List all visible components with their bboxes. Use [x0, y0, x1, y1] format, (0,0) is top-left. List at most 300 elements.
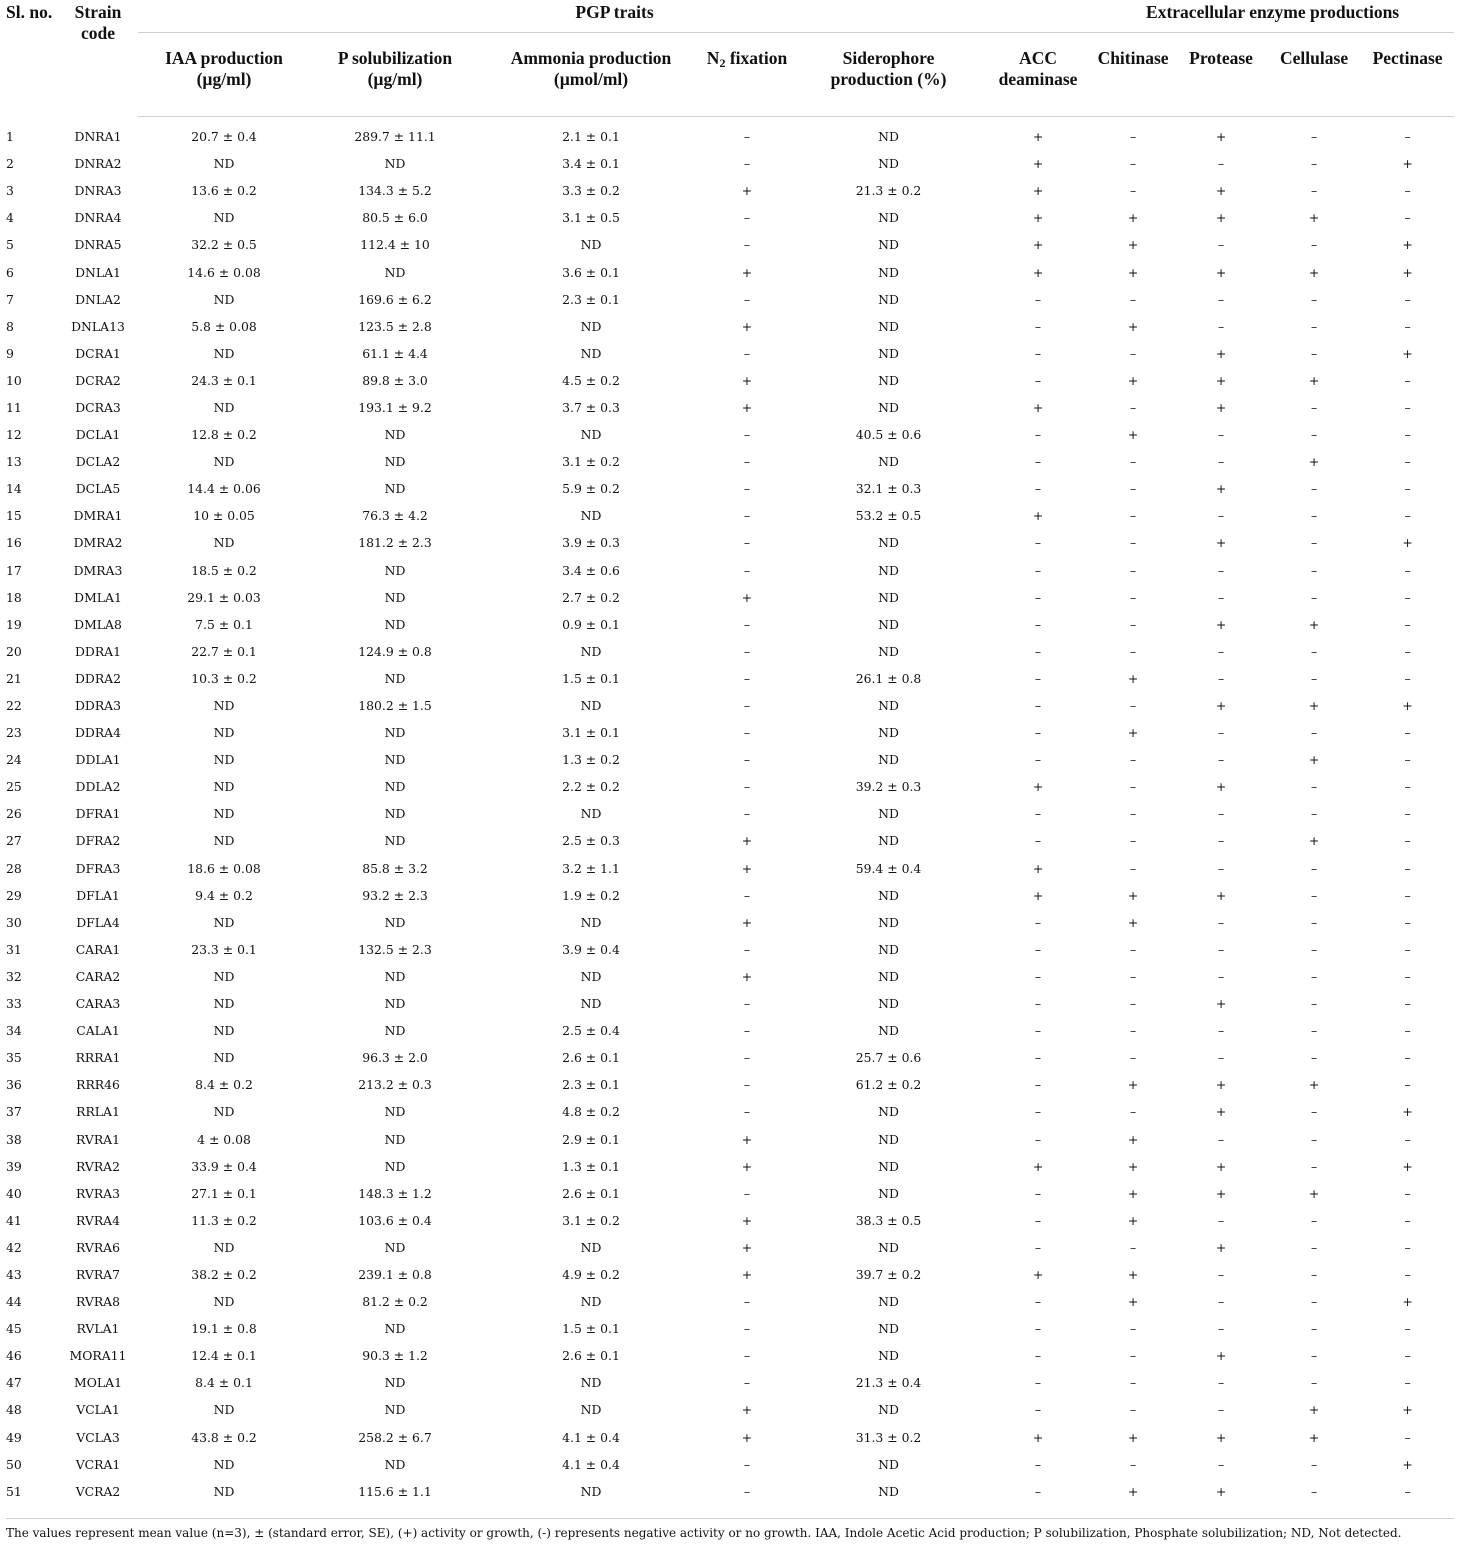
cell-strain-code: RRR46 — [76, 1077, 120, 1093]
cell-n2-fixation: + — [741, 1131, 753, 1147]
table-row — [6, 990, 1454, 1017]
cell-chitinase: – — [1129, 183, 1137, 199]
cell-iaa: ND — [213, 1050, 235, 1066]
cell-p-solubilization: ND — [384, 725, 406, 741]
cell-acc-deaminase: – — [1034, 1185, 1042, 1201]
cell-strain-code: DCRA2 — [75, 372, 121, 388]
cell-iaa: 12.8 ± 0.2 — [191, 427, 257, 443]
cell-acc-deaminase: + — [1032, 779, 1044, 795]
cell-chitinase: – — [1129, 1239, 1137, 1255]
cell-chitinase: – — [1129, 698, 1137, 714]
table-row — [6, 1261, 1454, 1288]
cell-pectinase: – — [1404, 1077, 1411, 1093]
cell-n2-fixation: – — [743, 345, 751, 361]
cell-strain-code: DNRA1 — [74, 128, 122, 144]
cell-pectinase: – — [1404, 1483, 1411, 1499]
cell-n2-fixation: – — [743, 996, 751, 1012]
cell-sl-no: 32 — [6, 968, 22, 984]
cell-siderophore: ND — [878, 1294, 899, 1310]
cell-sl-no: 4 — [6, 210, 14, 226]
cell-p-solubilization: ND — [384, 968, 406, 984]
cell-ammonia: 2.9 ± 0.1 — [562, 1131, 620, 1147]
cell-p-solubilization: 181.2 ± 2.3 — [358, 535, 432, 551]
cell-p-solubilization: ND — [384, 1456, 406, 1472]
cell-ammonia: 3.3 ± 0.2 — [562, 183, 620, 199]
cell-siderophore: ND — [878, 752, 899, 768]
cell-strain-code: VCLA1 — [76, 1402, 120, 1418]
table-row — [6, 529, 1454, 556]
cell-p-solubilization: 180.2 ± 1.5 — [358, 698, 432, 714]
cell-n2-fixation: – — [743, 1375, 751, 1391]
cell-cellulase: – — [1310, 1294, 1318, 1310]
cell-iaa: ND — [213, 156, 235, 172]
cell-pectinase: – — [1404, 996, 1411, 1012]
cell-p-solubilization: 85.8 ± 3.2 — [362, 860, 428, 876]
cell-ammonia: ND — [580, 1239, 602, 1255]
cell-protease: – — [1217, 914, 1225, 930]
cell-iaa: 7.5 ± 0.1 — [195, 616, 253, 632]
table-row — [6, 394, 1454, 421]
table-row — [6, 584, 1454, 611]
cell-chitinase: – — [1129, 1023, 1137, 1039]
cell-chitinase: + — [1127, 264, 1139, 280]
cell-cellulase: – — [1310, 1131, 1318, 1147]
cell-sl-no: 25 — [6, 779, 22, 795]
cell-iaa: 13.6 ± 0.2 — [191, 183, 257, 199]
cell-chitinase: – — [1129, 454, 1137, 470]
cell-n2-fixation: – — [743, 481, 751, 497]
cell-iaa: 9.4 ± 0.2 — [195, 887, 253, 903]
cell-p-solubilization: ND — [384, 1375, 406, 1391]
table-row — [6, 909, 1454, 936]
cell-ammonia: 5.9 ± 0.2 — [562, 481, 620, 497]
table-row — [6, 1017, 1454, 1044]
cell-n2-fixation: – — [743, 806, 751, 822]
cell-p-solubilization: ND — [384, 454, 406, 470]
cell-chitinase: – — [1129, 1348, 1137, 1364]
cell-chitinase: + — [1127, 914, 1139, 930]
cell-cellulase: – — [1310, 1104, 1318, 1120]
cell-n2-fixation: – — [743, 535, 751, 551]
cell-siderophore: ND — [878, 1158, 899, 1174]
cell-strain-code: CARA3 — [75, 996, 121, 1012]
cell-cellulase: – — [1310, 725, 1318, 741]
cell-p-solubilization: ND — [384, 156, 406, 172]
cell-pectinase: – — [1404, 1429, 1411, 1445]
table-row — [6, 231, 1454, 258]
cell-sl-no: 43 — [6, 1266, 22, 1282]
table-body — [6, 117, 1454, 1505]
cell-chitinase: – — [1129, 996, 1137, 1012]
cell-protease: + — [1215, 1429, 1227, 1445]
cell-sl-no: 46 — [6, 1348, 22, 1364]
cell-chitinase: + — [1127, 318, 1139, 334]
cell-pectinase: – — [1404, 1239, 1411, 1255]
cell-ammonia: 2.6 ± 0.1 — [562, 1050, 620, 1066]
cell-p-solubilization: 89.8 ± 3.0 — [362, 372, 428, 388]
cell-ammonia: 3.7 ± 0.3 — [562, 399, 620, 415]
cell-siderophore: ND — [878, 237, 899, 253]
cell-chitinase: – — [1129, 968, 1137, 984]
cell-acc-deaminase: – — [1034, 914, 1042, 930]
cell-n2-fixation: – — [743, 1348, 751, 1364]
header-n2-sub: 2 — [719, 56, 726, 70]
cell-n2-fixation: – — [743, 643, 751, 659]
cell-protease: – — [1217, 725, 1225, 741]
cell-cellulase: – — [1310, 535, 1318, 551]
cell-strain-code: RVRA3 — [76, 1185, 120, 1201]
cell-strain-code: DDRA2 — [74, 670, 122, 686]
cell-protease: – — [1217, 156, 1225, 172]
cell-n2-fixation: – — [743, 670, 751, 686]
cell-iaa: 12.4 ± 0.1 — [191, 1348, 257, 1364]
cell-protease: + — [1215, 372, 1227, 388]
cell-n2-fixation: + — [741, 968, 753, 984]
cell-cellulase: – — [1310, 1321, 1318, 1337]
cell-chitinase: – — [1129, 1456, 1137, 1472]
table-row — [6, 800, 1454, 827]
cell-iaa: ND — [213, 1294, 235, 1310]
cell-pectinase: – — [1404, 779, 1411, 795]
table-row — [6, 1342, 1454, 1369]
cell-acc-deaminase: – — [1034, 1239, 1042, 1255]
cell-pectinase: – — [1404, 1348, 1411, 1364]
cell-n2-fixation: – — [743, 616, 751, 632]
cell-n2-fixation: – — [743, 1050, 751, 1066]
cell-pectinase: – — [1404, 616, 1411, 632]
cell-iaa: ND — [213, 914, 235, 930]
cell-pectinase: + — [1402, 237, 1413, 253]
cell-acc-deaminase: – — [1034, 372, 1042, 388]
cell-sl-no: 12 — [6, 427, 22, 443]
cell-cellulase: – — [1310, 183, 1318, 199]
cell-siderophore: ND — [878, 210, 899, 226]
table-row — [6, 1125, 1454, 1152]
cell-chitinase: + — [1127, 1429, 1139, 1445]
cell-pectinase: – — [1404, 670, 1411, 686]
cell-acc-deaminase: + — [1032, 399, 1044, 415]
cell-strain-code: DNRA2 — [74, 156, 122, 172]
cell-iaa: 19.1 ± 0.8 — [191, 1321, 257, 1337]
cell-cellulase: + — [1308, 1429, 1320, 1445]
cell-chitinase: – — [1129, 1104, 1137, 1120]
cell-cellulase: – — [1310, 860, 1318, 876]
cell-pectinase: – — [1404, 806, 1411, 822]
cell-n2-fixation: – — [743, 508, 751, 524]
cell-n2-fixation: – — [743, 237, 751, 253]
cell-chitinase: – — [1129, 806, 1137, 822]
cell-strain-code: DMRA1 — [73, 508, 123, 524]
cell-iaa: 11.3 ± 0.2 — [191, 1212, 257, 1228]
cell-pectinase: – — [1404, 860, 1411, 876]
cell-n2-fixation: + — [741, 264, 753, 280]
cell-pectinase: – — [1404, 1321, 1411, 1337]
cell-protease: – — [1217, 1131, 1225, 1147]
cell-chitinase: + — [1127, 1294, 1139, 1310]
cell-iaa: ND — [213, 779, 235, 795]
cell-siderophore: ND — [878, 372, 899, 388]
cell-siderophore: ND — [878, 318, 899, 334]
cell-cellulase: – — [1310, 914, 1318, 930]
cell-siderophore: ND — [878, 1239, 899, 1255]
cell-chitinase: + — [1127, 237, 1139, 253]
cell-sl-no: 28 — [6, 860, 22, 876]
cell-strain-code: DNLA13 — [71, 318, 125, 334]
table-row — [6, 204, 1454, 231]
cell-acc-deaminase: + — [1032, 183, 1044, 199]
cell-iaa: 18.6 ± 0.08 — [187, 860, 261, 876]
table-row — [6, 475, 1454, 502]
cell-iaa: ND — [213, 968, 235, 984]
cell-n2-fixation: + — [741, 318, 753, 334]
cell-cellulase: + — [1308, 833, 1320, 849]
cell-cellulase: – — [1310, 1266, 1318, 1282]
cell-strain-code: VCRA1 — [75, 1456, 121, 1472]
cell-strain-code: DNRA3 — [74, 183, 122, 199]
table-bottom-rule — [6, 1518, 1454, 1519]
cell-chitinase: + — [1127, 210, 1139, 226]
cell-ammonia: 2.7 ± 0.2 — [562, 589, 620, 605]
cell-pectinase: – — [1404, 454, 1411, 470]
cell-acc-deaminase: – — [1034, 1348, 1042, 1364]
cell-pectinase: – — [1404, 725, 1411, 741]
cell-p-solubilization: 169.6 ± 6.2 — [358, 291, 432, 307]
table-row — [6, 638, 1454, 665]
cell-p-solubilization: ND — [384, 996, 406, 1012]
cell-chitinase: – — [1129, 129, 1137, 145]
cell-protease: + — [1215, 1239, 1227, 1255]
cell-n2-fixation: – — [743, 1077, 751, 1093]
cell-strain-code: DFRA3 — [75, 860, 121, 876]
cell-acc-deaminase: – — [1034, 1104, 1042, 1120]
cell-acc-deaminase: + — [1032, 860, 1044, 876]
cell-strain-code: DCRA3 — [75, 399, 121, 415]
cell-sl-no: 34 — [6, 1023, 22, 1039]
header-acc-deaminase: ACC deaminase — [985, 36, 1091, 117]
cell-chitinase: – — [1129, 779, 1137, 795]
cell-iaa: 23.3 ± 0.1 — [191, 941, 257, 957]
cell-strain-code: CARA2 — [75, 968, 121, 984]
cell-cellulase: + — [1308, 698, 1320, 714]
cell-cellulase: – — [1310, 643, 1318, 659]
cell-siderophore: ND — [878, 968, 899, 984]
cell-iaa: 29.1 ± 0.03 — [187, 589, 261, 605]
cell-p-solubilization: 112.4 ± 10 — [360, 237, 430, 253]
cell-chitinase: – — [1129, 589, 1137, 605]
cell-pectinase: – — [1404, 1023, 1411, 1039]
cell-chitinase: – — [1129, 860, 1137, 876]
cell-cellulase: – — [1310, 1023, 1318, 1039]
cell-acc-deaminase: – — [1034, 481, 1042, 497]
cell-pectinase: – — [1404, 562, 1411, 578]
cell-cellulase: + — [1308, 1185, 1320, 1201]
cell-sl-no: 2 — [6, 156, 14, 172]
cell-ammonia: ND — [580, 698, 602, 714]
cell-protease: – — [1217, 968, 1225, 984]
cell-acc-deaminase: + — [1032, 264, 1044, 280]
cell-strain-code: CALA1 — [76, 1023, 120, 1039]
cell-chitinase: + — [1127, 1483, 1139, 1499]
cell-sl-no: 35 — [6, 1050, 22, 1066]
cell-pectinase: + — [1402, 535, 1413, 551]
cell-ammonia: ND — [580, 1483, 602, 1499]
cell-siderophore: 25.7 ± 0.6 — [855, 1050, 922, 1066]
cell-protease: + — [1215, 887, 1227, 903]
cell-acc-deaminase: – — [1034, 1050, 1042, 1066]
cell-p-solubilization: 148.3 ± 1.2 — [358, 1185, 432, 1201]
cell-sl-no: 17 — [6, 562, 22, 578]
cell-iaa: ND — [213, 1104, 235, 1120]
cell-pectinase: – — [1404, 1212, 1411, 1228]
cell-protease: – — [1217, 427, 1225, 443]
cell-acc-deaminase: – — [1034, 562, 1042, 578]
cell-acc-deaminase: – — [1034, 1077, 1042, 1093]
cell-p-solubilization: ND — [384, 833, 406, 849]
cell-strain-code: DDRA1 — [74, 643, 122, 659]
cell-n2-fixation: – — [743, 1294, 751, 1310]
cell-iaa: 8.4 ± 0.1 — [195, 1375, 253, 1391]
cell-pectinase: + — [1402, 345, 1413, 361]
cell-sl-no: 48 — [6, 1402, 22, 1418]
cell-protease: – — [1217, 1375, 1225, 1391]
cell-pectinase: – — [1404, 129, 1411, 145]
header-group-pgp-traits — [138, 0, 1091, 36]
cell-ammonia: ND — [580, 318, 602, 334]
cell-sl-no: 50 — [6, 1456, 22, 1472]
cell-cellulase: – — [1310, 345, 1318, 361]
cell-iaa: 14.4 ± 0.06 — [187, 481, 261, 497]
cell-acc-deaminase: – — [1034, 833, 1042, 849]
cell-chitinase: – — [1129, 1050, 1137, 1066]
cell-chitinase: – — [1129, 399, 1137, 415]
table-row — [6, 117, 1454, 151]
cell-pectinase: – — [1404, 291, 1411, 307]
cell-acc-deaminase: – — [1034, 1402, 1042, 1418]
table-row — [6, 1369, 1454, 1396]
cell-sl-no: 38 — [6, 1131, 22, 1147]
cell-protease: – — [1217, 589, 1225, 605]
cell-cellulase: + — [1308, 372, 1320, 388]
cell-acc-deaminase: – — [1034, 725, 1042, 741]
cell-sl-no: 20 — [6, 643, 22, 659]
table-row — [6, 367, 1454, 394]
cell-p-solubilization: 81.2 ± 0.2 — [362, 1294, 428, 1310]
cell-acc-deaminase: – — [1034, 291, 1042, 307]
cell-p-solubilization: 258.2 ± 6.7 — [358, 1429, 432, 1445]
cell-ammonia: ND — [580, 643, 602, 659]
cell-p-solubilization: ND — [384, 1023, 406, 1039]
cell-iaa: ND — [213, 454, 235, 470]
cell-iaa: ND — [213, 1023, 235, 1039]
cell-ammonia: 2.5 ± 0.4 — [562, 1023, 620, 1039]
header-group-pgp-label: PGP traits — [138, 2, 1091, 33]
table-row — [6, 855, 1454, 882]
cell-protease: – — [1217, 454, 1225, 470]
cell-iaa: 8.4 ± 0.2 — [195, 1077, 253, 1093]
cell-siderophore: 21.3 ± 0.2 — [855, 183, 922, 199]
cell-sl-no: 11 — [6, 399, 22, 415]
cell-protease: – — [1217, 643, 1225, 659]
cell-iaa: 10 ± 0.05 — [193, 508, 255, 524]
cell-acc-deaminase: – — [1034, 1456, 1042, 1472]
cell-n2-fixation: – — [743, 129, 751, 145]
cell-n2-fixation: + — [741, 1402, 753, 1418]
cell-siderophore: ND — [878, 1456, 899, 1472]
cell-cellulase: – — [1310, 1348, 1318, 1364]
cell-protease: + — [1215, 1158, 1227, 1174]
cell-cellulase: – — [1310, 129, 1318, 145]
cell-cellulase: – — [1310, 1158, 1318, 1174]
cell-ammonia: 2.6 ± 0.1 — [562, 1348, 620, 1364]
cell-protease: + — [1215, 779, 1227, 795]
cell-siderophore: ND — [878, 698, 899, 714]
cell-pectinase: – — [1404, 183, 1411, 199]
cell-strain-code: RVRA6 — [76, 1239, 120, 1255]
table-row — [6, 665, 1454, 692]
cell-protease: + — [1215, 1483, 1227, 1499]
cell-chitinase: + — [1127, 1212, 1139, 1228]
cell-iaa: ND — [213, 535, 235, 551]
cell-strain-code: VCLA3 — [76, 1429, 120, 1445]
cell-acc-deaminase: – — [1034, 941, 1042, 957]
cell-p-solubilization: 90.3 ± 1.2 — [362, 1348, 428, 1364]
cell-siderophore: ND — [878, 887, 899, 903]
cell-cellulase: – — [1310, 156, 1318, 172]
cell-iaa: ND — [213, 1483, 235, 1499]
cell-protease: + — [1215, 535, 1227, 551]
cell-cellulase: – — [1310, 887, 1318, 903]
cell-iaa: ND — [213, 399, 235, 415]
cell-siderophore: ND — [878, 562, 899, 578]
cell-n2-fixation: – — [743, 427, 751, 443]
cell-p-solubilization: ND — [384, 752, 406, 768]
cell-iaa: ND — [213, 345, 235, 361]
cell-strain-code: DNRA4 — [74, 210, 122, 226]
cell-protease: – — [1217, 860, 1225, 876]
cell-n2-fixation: + — [741, 1266, 753, 1282]
header-sl-no: Sl. no. — [6, 2, 53, 22]
cell-n2-fixation: – — [743, 210, 751, 226]
cell-ammonia: 3.9 ± 0.3 — [562, 535, 620, 551]
cell-acc-deaminase: + — [1032, 237, 1044, 253]
cell-iaa: ND — [213, 996, 235, 1012]
cell-siderophore: ND — [878, 129, 899, 145]
cell-iaa: ND — [213, 210, 235, 226]
cell-cellulase: – — [1310, 589, 1318, 605]
cell-strain-code: DNLA2 — [75, 291, 121, 307]
cell-iaa: ND — [213, 1456, 235, 1472]
cell-ammonia: 1.9 ± 0.2 — [562, 887, 620, 903]
cell-protease: – — [1217, 752, 1225, 768]
cell-sl-no: 45 — [6, 1321, 22, 1337]
cell-cellulase: – — [1310, 941, 1318, 957]
header-group-enzymes — [1091, 0, 1454, 36]
cell-siderophore: ND — [878, 454, 899, 470]
cell-acc-deaminase: – — [1034, 806, 1042, 822]
header-chitinase: Chitinase — [1091, 36, 1175, 117]
cell-protease: – — [1217, 1212, 1225, 1228]
cell-strain-code: MORA11 — [69, 1348, 127, 1364]
cell-protease: + — [1215, 399, 1227, 415]
cell-n2-fixation: + — [741, 914, 753, 930]
cell-ammonia: ND — [580, 1402, 602, 1418]
cell-p-solubilization: 80.5 ± 6.0 — [362, 210, 428, 226]
cell-siderophore: 38.3 ± 0.5 — [855, 1212, 922, 1228]
cell-strain-code: RVRA2 — [76, 1158, 120, 1174]
cell-protease: + — [1215, 345, 1227, 361]
cell-chitinase: – — [1129, 156, 1137, 172]
cell-chitinase: – — [1129, 833, 1137, 849]
